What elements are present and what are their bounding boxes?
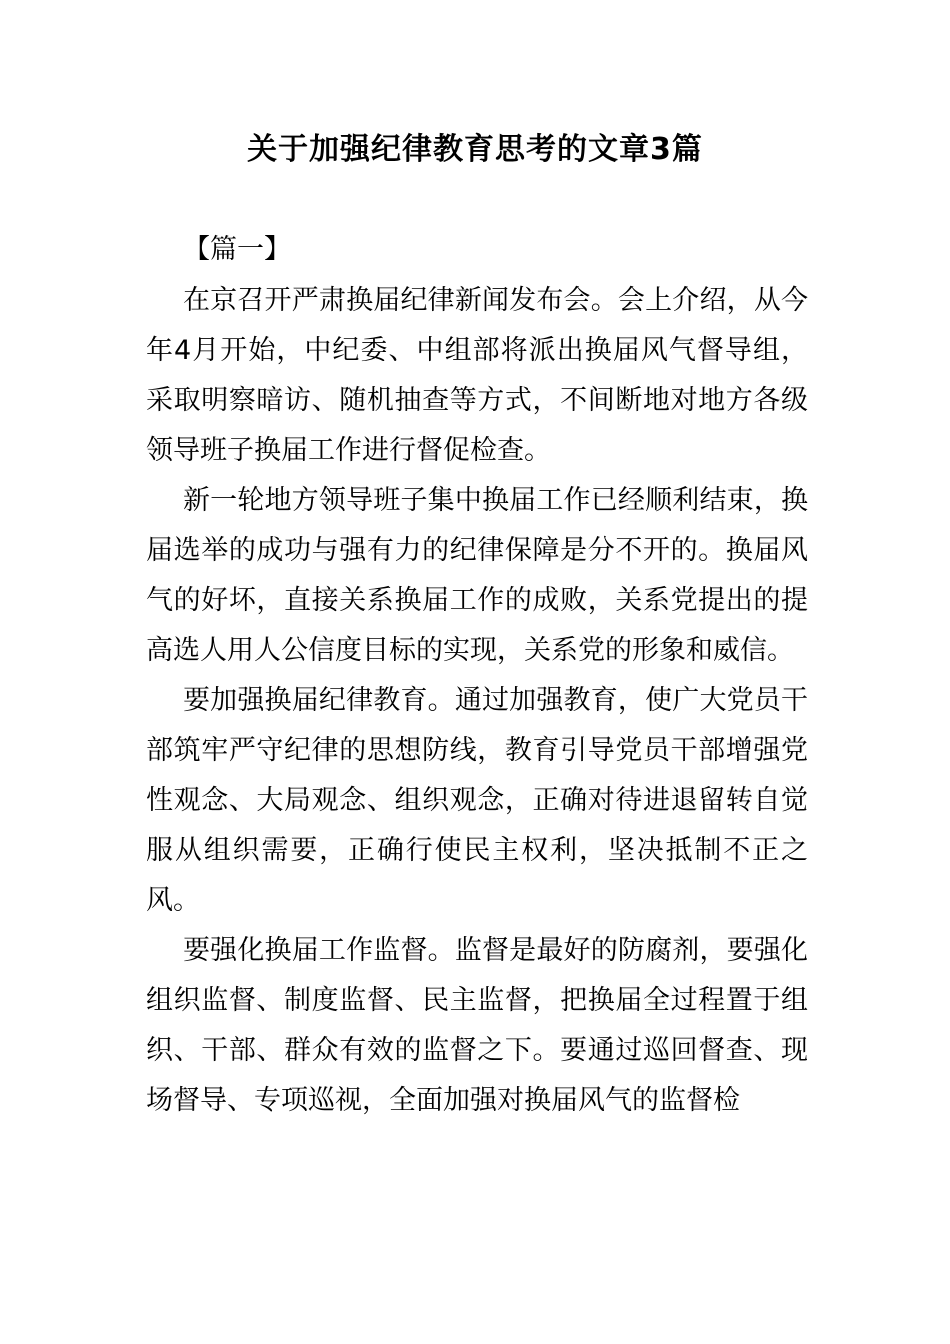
paragraph-4: 要强化换届工作监督。监督是最好的防腐剂，要强化组织监督、制度监督、民主监督，把换届全过程置于组织、干部、群众有效的监督之下。要通过巡回督查、现场督导、专项巡视，全面加强对换届风气的监督检 <box>146 935 808 1116</box>
paragraph-2: 新一轮地方领导班子集中换届工作已经顺利结束，换届选举的成功与强有力的纪律保障是分不开的。换届风气的好坏，直接关系换届工作的成败，关系党提出的提高选人用人公信度目标的实现，关系党的形象和威信。 <box>146 485 808 666</box>
document-body <box>146 276 808 1126</box>
document-title: 关于加强纪律教育思考的文章3篇 <box>247 132 703 167</box>
paragraph-1: 在京召开严肃换届纪律新闻发布会。会上介绍，从今年4月开始，中纪委、中组部将派出换届风气督导组，采取明察暗访、随机抽查等方式，不间断地对地方各级领导班子换届工作进行督促检查。 <box>146 285 808 466</box>
section-heading: 【篇一】 <box>183 234 291 265</box>
paragraph-3: 要加强换届纪律教育。通过加强教育，使广大党员干部筑牢严守纪律的思想防线，教育引导党员干部增强党性观念、大局观念、组织观念，正确对待进退留转自觉服从组织需要，正确行使民主权利，坚决抵制不正之风。 <box>146 685 808 916</box>
